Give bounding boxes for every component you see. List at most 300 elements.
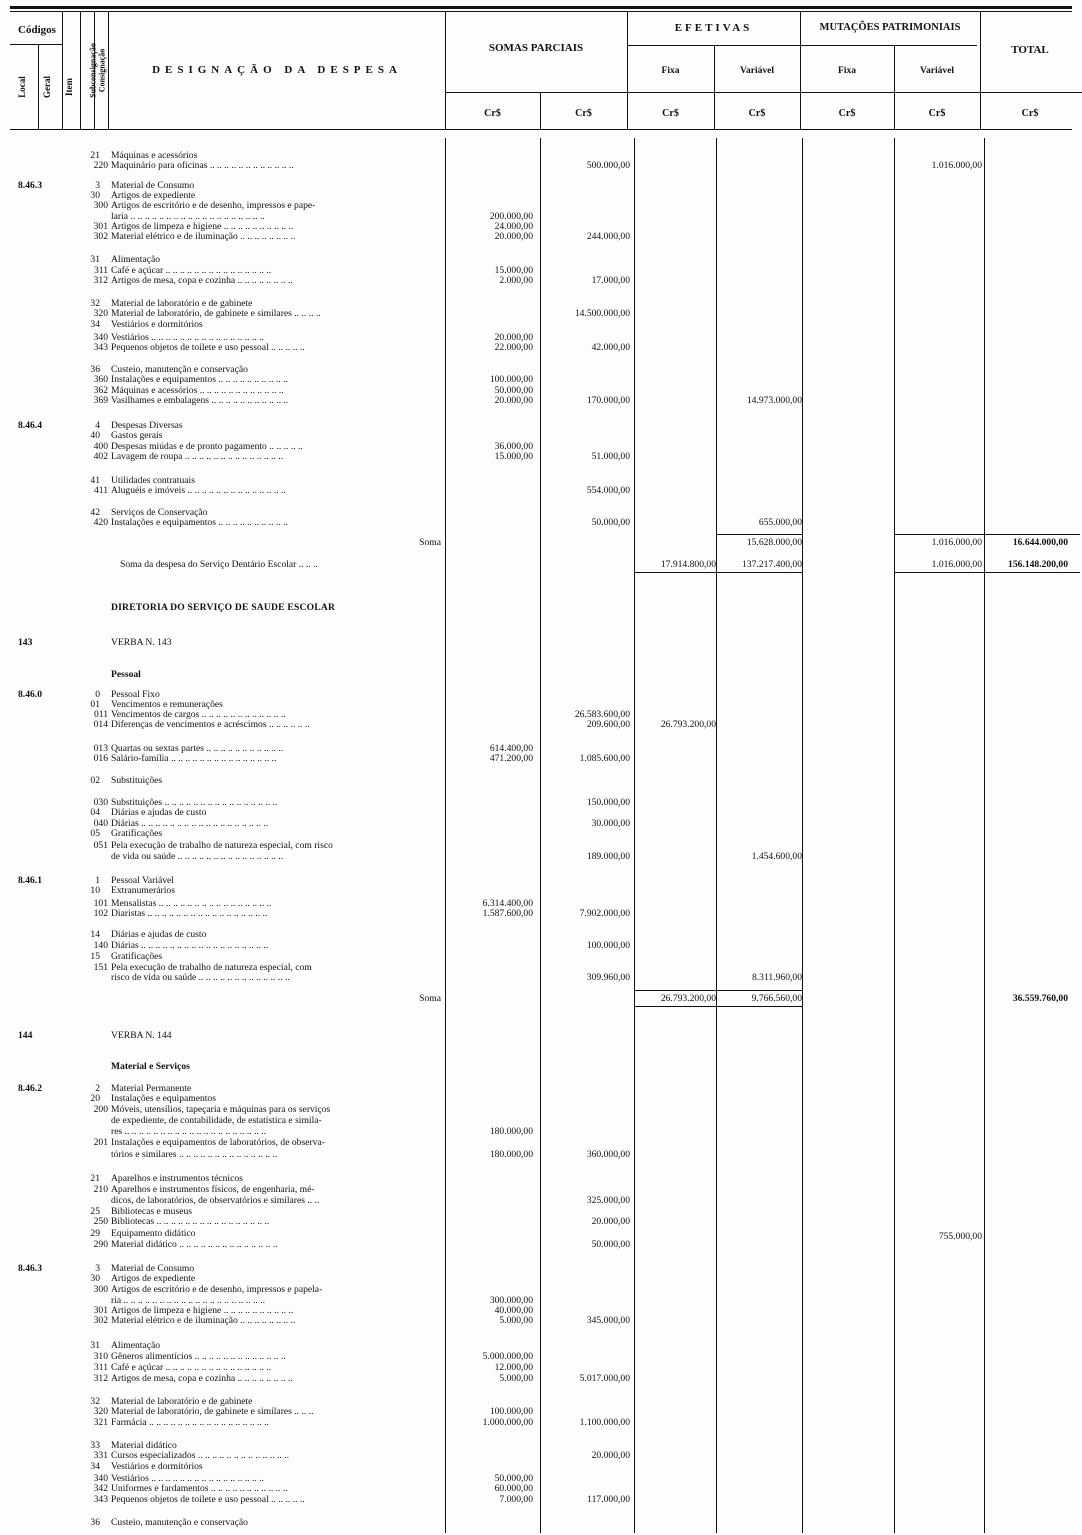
table-row: [0, 1174, 1082, 1184]
table-row: [0, 1062, 1082, 1072]
row-description: Pessoal: [111, 670, 141, 680]
subconsignacao-code: 343: [93, 342, 108, 353]
row-description: Material e Serviços: [111, 1062, 190, 1072]
efetiva-fixa: 26.793.200,00: [660, 993, 716, 1004]
row-description: Diárias e ajudas de custo: [111, 808, 207, 818]
currency-label: Cr$: [575, 108, 592, 119]
soma-parcial-2: 189.000,00: [586, 851, 630, 862]
soma-parcial-1: 12.000,00: [494, 1362, 533, 1373]
row-description: Material de laboratório, de gabinete e similares .. .. .. ..: [111, 309, 321, 319]
row-description: Artigos de expediente: [111, 191, 196, 201]
row-description: Material de laboratório e de gabinete: [111, 299, 253, 309]
row-description: Uniformes e fardamentos .. .. .. .. .. .. .. .. .. .. ..: [111, 1484, 288, 1494]
table-row: [0, 1341, 1082, 1351]
subconsignacao-code: 201: [93, 1137, 108, 1148]
subconsignacao-code: 420: [93, 517, 108, 528]
row-description: Instalações e equipamentos: [111, 1094, 216, 1104]
row-description: laria .. .. .. .. .. .. .. .. .. .. .. .. .. .. .. .. .. .. ..: [111, 212, 265, 222]
soma-rule: [894, 534, 1080, 535]
table-row: [0, 1418, 1082, 1428]
efetiva-variavel: 14.973.000,00: [746, 395, 802, 406]
table-row: [0, 320, 1082, 330]
table-row: [0, 151, 1082, 161]
item-label: Item: [64, 78, 74, 96]
row-description: Bibliotecas e museus: [111, 1207, 192, 1217]
top-rule-thin: [10, 11, 1072, 12]
soma-parcial-2: 50.000,00: [591, 1239, 630, 1250]
row-description: Diferenças de vencimentos e acréscimos .. .. .. .. .. ..: [111, 720, 310, 730]
local-code: 8.46.1: [18, 875, 42, 886]
currency-label: Cr$: [838, 108, 856, 119]
row-description: Pela execução de trabalho de natureza especial, com risco: [111, 841, 333, 851]
row-description: Artigos de escritório e de desenho, impressos e pape-: [111, 201, 316, 211]
row-description: Lavagem de roupa .. .. .. .. .. .. .. .. .. .. .. .. .. ..: [111, 452, 284, 462]
subconsignacao-code: 312: [93, 275, 108, 286]
table-row: [0, 212, 1082, 222]
local-code: 8.46.3: [18, 180, 42, 191]
table-row: [0, 333, 1082, 343]
table-row: [0, 1397, 1082, 1407]
table-row: [0, 1441, 1082, 1451]
table-row: [0, 375, 1082, 385]
row-description: Material de Consumo: [111, 1264, 195, 1274]
table-row: [0, 1374, 1082, 1384]
item-code: 31: [90, 1340, 100, 1351]
row-description: tórios e similares .. .. .. .. .. .. .. .. .. .. .. .. .. ..: [111, 1150, 278, 1160]
row-description: Vestiários .. .. .. .. .. .. .. .. .. .. .. .. .. .. .. ..: [111, 333, 264, 343]
row-description: Vasilhames e embalagens .. .. .. .. .. .. .. .. .. .. ..: [111, 396, 289, 406]
table-row: [0, 518, 1082, 528]
soma-parcial-2: 360.000,00: [586, 1149, 630, 1160]
item-code: 36: [90, 1517, 100, 1528]
table-row: [0, 299, 1082, 309]
item-code: 32: [90, 298, 100, 309]
soma-parcial-2: 309.960,00: [586, 972, 630, 983]
designacao-header: DESIGNAÇÃO DA DESPESA: [152, 64, 402, 76]
mutacao-variavel: 1.016.000,00: [931, 160, 982, 171]
col-line: [62, 11, 63, 130]
row-description: Instalações e equipamentos .. .. .. .. .. .. .. .. .. ..: [111, 375, 288, 385]
row-description: Móveis, utensílios, tapeçaria e máquinas para os serviços: [111, 1105, 331, 1115]
local-code: 8.46.3: [18, 1263, 42, 1274]
subconsignacao-code: 030: [93, 797, 108, 808]
row-description: Pessoal Fixo: [111, 690, 160, 700]
row-description: Artigos de expediente: [111, 1274, 196, 1284]
soma-parcial-1: 1.000.000,00: [482, 1417, 533, 1428]
subconsignacao-code: 362: [93, 385, 108, 396]
subconsignacao-code: 140: [93, 940, 108, 951]
item-code: 41: [90, 475, 100, 486]
total-value: 36.559.760,00: [1012, 993, 1068, 1004]
item-code: 3: [95, 1263, 100, 1274]
row-description: Gratificações: [111, 829, 163, 839]
table-row: [0, 776, 1082, 786]
table-row: [0, 1495, 1082, 1505]
table-row: [0, 1474, 1082, 1484]
soma-parcial-1: 6.314.400,00: [482, 898, 533, 909]
somas-rule: [445, 92, 627, 93]
subconsignacao-code: 210: [93, 1184, 108, 1195]
soma-parcial-1: 471.200,00: [489, 753, 533, 764]
local-code: 8.46.2: [18, 1083, 42, 1094]
row-description: Material elétrico e de iluminação .. .. .. .. .. .. .. ..: [111, 232, 296, 242]
row-description: Pessoal Variável: [111, 876, 174, 886]
header-bottom-rule: [10, 129, 1072, 130]
subconsignacao-code: 340: [93, 332, 108, 343]
soma-parcial-2: 170.000,00: [586, 395, 630, 406]
table-row: [0, 690, 1082, 700]
row-description: Serviços de Conservação: [111, 508, 208, 518]
soma-parcial-2: 50.000,00: [591, 517, 630, 528]
row-description: Máquinas e acessórios .. .. .. .. .. .. .. .. .. .. .. ..: [111, 386, 284, 396]
table-row: [0, 1316, 1082, 1326]
table-row: [0, 442, 1082, 452]
table-row: [0, 222, 1082, 232]
row-description: res .. .. .. .. .. .. .. .. .. .. .. .. .. .. .. .. .. .. .. ..: [111, 1127, 267, 1137]
table-row: [0, 232, 1082, 242]
table-row: [0, 603, 1082, 613]
subconsignacao-label: Subconsignação: [88, 43, 98, 98]
currency-label: Cr$: [484, 108, 501, 119]
mutacao-variavel: 755.000,00: [938, 1231, 982, 1242]
item-code: 01: [90, 699, 100, 710]
subconsignacao-code: 320: [93, 308, 108, 319]
item-code: 3: [95, 180, 100, 191]
geral-label: Geral: [42, 76, 52, 98]
row-description: Custeio, manutenção e conservação: [111, 365, 248, 375]
soma-parcial-1: 50.000,00: [494, 1473, 533, 1484]
soma-parcial-1: 5.000,00: [499, 1315, 533, 1326]
subconsignacao-code: 311: [93, 1362, 108, 1373]
row-description: Pela execução de trabalho de natureza especial, com: [111, 963, 312, 973]
row-description: Material didático: [111, 1441, 177, 1451]
soma-parcial-2: 51.000,00: [591, 451, 630, 462]
item-code: 30: [90, 190, 100, 201]
total-value: 16.644.000,00: [1012, 537, 1068, 548]
subconsignacao-code: 016: [93, 753, 108, 764]
row-description: Utilidades contratuais: [111, 476, 195, 486]
soma-parcial-2: 209.600,00: [586, 719, 630, 730]
table-row: [0, 1127, 1082, 1137]
item-code: 32: [90, 1396, 100, 1407]
table-row: [0, 1274, 1082, 1284]
row-description: Soma da despesa do Serviço Dentário Escolar .. .. ..: [120, 560, 318, 570]
efetiva-variavel: 9.766.560,00: [751, 993, 802, 1004]
row-description: Artigos de limpeza e higiene .. .. .. .. .. .. .. .. .. ..: [111, 1306, 294, 1316]
row-description: Extranumerários: [111, 886, 175, 896]
table-row: [0, 1451, 1082, 1461]
subconsignacao-code: 343: [93, 1494, 108, 1505]
row-description: de vida ou saúde .. .. .. .. .. .. .. .. .. .. .. .. .. .. ..: [111, 852, 284, 862]
soma-parcial-1: 2.000,00: [499, 275, 533, 286]
soma-parcial-2: 244.000,00: [586, 231, 630, 242]
row-description: dicos, de laboratórios, de observatórios e similares .. ..: [111, 1196, 320, 1206]
soma-parcial-1: 60.000,00: [494, 1483, 533, 1494]
soma-parcial-2: 20.000,00: [591, 1450, 630, 1461]
table-row: [0, 994, 1082, 1004]
table-row: [0, 476, 1082, 486]
soma-parcial-2: 30.000,00: [591, 818, 630, 829]
table-row: [0, 1296, 1082, 1306]
soma-parcial-1: 40.000,00: [494, 1305, 533, 1316]
table-row: [0, 700, 1082, 710]
row-description: Quartas ou sextas partes .. .. .. .. .. .. .. .. .. .. ..: [111, 744, 284, 754]
table-row: [0, 1185, 1082, 1195]
table-row: [0, 201, 1082, 211]
table-row: [0, 963, 1082, 973]
row-description: Diárias .. .. .. .. .. .. .. .. .. .. .. .. .. .. .. .. .. ..: [111, 819, 269, 829]
subconsignacao-code: 360: [93, 374, 108, 385]
soma-parcial-2: 100.000,00: [586, 940, 630, 951]
item-code: 02: [90, 775, 100, 786]
sub-rule: [627, 92, 1082, 93]
subconsignacao-code: 402: [93, 451, 108, 462]
row-description: Bibliotecas .. .. .. .. .. .. .. .. .. .. .. .. .. .. .. ..: [111, 1217, 270, 1227]
row-description: Custeio, manutenção e conservação: [111, 1518, 248, 1528]
table-row: [0, 1084, 1082, 1094]
subconsignacao-code: 301: [93, 221, 108, 232]
soma-parcial-1: 1.587.600,00: [482, 908, 533, 919]
soma-parcial-2: 345.000,00: [586, 1315, 630, 1326]
table-row: [0, 396, 1082, 406]
subconsignacao-code: 369: [93, 395, 108, 406]
row-description: Artigos de limpeza e higiene .. .. .. .. .. .. .. .. .. ..: [111, 222, 294, 232]
subconsignacao-code: 302: [93, 231, 108, 242]
soma-parcial-1: 614.400,00: [489, 743, 533, 754]
subconsignacao-code: 340: [93, 1473, 108, 1484]
col-line: [108, 11, 109, 130]
row-description: Vestiários .. .. .. .. .. .. .. .. .. .. .. .. .. .. .. ..: [111, 1474, 264, 1484]
soma-parcial-2: 14.500.000,00: [574, 308, 630, 319]
table-row: [0, 899, 1082, 909]
table-row: [0, 876, 1082, 886]
subconsignacao-code: 400: [93, 441, 108, 452]
row-description: risco de vida ou saúde .. .. .. .. .. .. .. .. .. .. .. .. ..: [111, 973, 290, 983]
soma-parcial-1: 20.000,00: [494, 395, 533, 406]
table-row: [0, 343, 1082, 353]
row-description: Gastos gerais: [111, 431, 163, 441]
subconsignacao-code: 312: [93, 1373, 108, 1384]
table-row: [0, 754, 1082, 764]
item-code: 21: [90, 1173, 100, 1184]
subconsignacao-code: 151: [93, 962, 108, 973]
efetiva-variavel: 8.311.960,00: [751, 972, 802, 983]
row-description: Diaristas .. .. .. .. .. .. .. .. .. .. .. .. .. .. .. .. ..: [111, 909, 268, 919]
row-description: VERBA N. 144: [111, 1031, 172, 1041]
row-description: Soma: [419, 538, 441, 548]
table-row: [0, 886, 1082, 896]
subconsignacao-code: 101: [93, 898, 108, 909]
efetiva-fixa: 26.793.200,00: [660, 719, 716, 730]
row-description: Despesas Diversas: [111, 421, 183, 431]
subconsignacao-code: 300: [93, 1284, 108, 1295]
row-description: Vencimentos de cargos .. .. .. .. .. .. .. .. .. .. .. ..: [111, 710, 286, 720]
table-row: [0, 1484, 1082, 1494]
subconsignacao-code: 013: [93, 743, 108, 754]
row-description: Vencimentos e remunerações: [111, 700, 223, 710]
table-row: [0, 1306, 1082, 1316]
row-description: DIRETORIA DO SERVIÇO DE SAÚDE ESCOLAR: [111, 603, 336, 613]
table-row: [0, 538, 1082, 548]
subconsignacao-code: 321: [93, 1417, 108, 1428]
efetiva-variavel: 655.000,00: [758, 517, 802, 528]
currency-label: Cr$: [662, 108, 679, 119]
item-code: 42: [90, 507, 100, 518]
soma-parcial-2: 5.017.000,00: [579, 1373, 630, 1384]
soma-parcial-2: 17.000,00: [591, 275, 630, 286]
item-code: 30: [90, 1273, 100, 1284]
subconsignacao-code: 331: [93, 1450, 108, 1461]
subconsignacao-code: 290: [93, 1239, 108, 1250]
soma-parcial-2: 554.000,00: [586, 485, 630, 496]
item-code: 36: [90, 364, 100, 375]
table-row: [0, 941, 1082, 951]
table-row: [0, 486, 1082, 496]
table-row: [0, 365, 1082, 375]
item-code: 20: [90, 1093, 100, 1104]
table-row: [0, 952, 1082, 962]
soma-parcial-2: 150.000,00: [586, 797, 630, 808]
row-description: Cursos especializados .. .. .. .. .. .. .. .. .. .. .. .. ..: [111, 1451, 289, 1461]
table-row: [0, 1264, 1082, 1274]
item-code: 33: [90, 1440, 100, 1451]
soma-parcial-1: 7.000,00: [499, 1494, 533, 1505]
row-description: Farmácia .. .. .. .. .. .. .. .. .. .. .. .. .. .. .. .. ..: [111, 1418, 270, 1428]
row-description: Pequenos objetos de toilete e uso pessoal .. .. .. .. ..: [111, 1495, 305, 1505]
table-row: [0, 720, 1082, 730]
table-row: [0, 852, 1082, 862]
table-row: [0, 1407, 1082, 1417]
row-description: Material de laboratório, de gabinete e similares .. .. ..: [111, 1407, 314, 1417]
item-code: 15: [90, 951, 100, 962]
soma-parcial-1: 5.000.000,00: [482, 1351, 533, 1362]
soma-parcial-1: 15.000,00: [494, 451, 533, 462]
table-row: [0, 1232, 1082, 1242]
table-row: [0, 1217, 1082, 1227]
table-row: [0, 670, 1082, 680]
row-description: Artigos de mesa, copa e cozinha .. .. .. .. .. .. .. ..: [111, 276, 293, 286]
table-row: [0, 1207, 1082, 1217]
soma-parcial-2: 1.100.000,00: [579, 1417, 630, 1428]
row-description: Salário-família .. .. .. .. .. .. .. .. .. .. .. .. .. .. ..: [111, 754, 277, 764]
item-code: 14: [90, 929, 100, 940]
row-description: Alimentação: [111, 255, 161, 265]
table-row: [0, 191, 1082, 201]
soma-parcial-2: 325.000,00: [586, 1195, 630, 1206]
subconsignacao-code: 051: [93, 840, 108, 851]
item-code: 0: [95, 689, 100, 700]
item-code: 21: [90, 150, 100, 161]
table-row: [0, 930, 1082, 940]
row-description: Mensalistas .. .. .. .. .. .. .. .. .. .. .. .. .. .. .. ..: [111, 899, 272, 909]
efetiva-fixa: 17.914.800,00: [660, 559, 716, 570]
table-row: [0, 276, 1082, 286]
table-row: [0, 909, 1082, 919]
table-row: [0, 309, 1082, 319]
table-row: [0, 1105, 1082, 1115]
item-code: 29: [90, 1228, 100, 1239]
table-row: [0, 266, 1082, 276]
table-row: [0, 1138, 1082, 1148]
table-row: [0, 798, 1082, 808]
subconsignacao-code: 250: [93, 1216, 108, 1227]
item-code: 34: [90, 1461, 100, 1472]
col-line: [80, 11, 81, 130]
subconsignacao-code: 200: [93, 1104, 108, 1115]
table-row: [0, 841, 1082, 851]
subconsignacao-code: 320: [93, 1406, 108, 1417]
row-description: Café e açúcar .. .. .. .. .. .. .. .. .. .. .. .. .. .. ..: [111, 1363, 272, 1373]
row-description: Café e açúcar .. .. .. .. .. .. .. .. .. .. .. .. .. .. ..: [111, 266, 272, 276]
soma-parcial-1: 20.000,00: [494, 332, 533, 343]
row-description: Máquinas e acessórios: [111, 151, 198, 161]
efetiva-variavel: 1.454.600,00: [751, 851, 802, 862]
table-row: [0, 744, 1082, 754]
item-code: 04: [90, 807, 100, 818]
row-description: Diárias e ajudas de custo: [111, 930, 207, 940]
subconsignacao-code: 310: [93, 1351, 108, 1362]
table-row: [0, 255, 1082, 265]
subconsignacao-code: 014: [93, 719, 108, 730]
soma-rule: [634, 572, 802, 573]
item-code: 2: [95, 1083, 100, 1094]
subconsignacao-code: 302: [93, 1315, 108, 1326]
table-row: [0, 1196, 1082, 1206]
table-row: [0, 1462, 1082, 1472]
table-row: [0, 1094, 1082, 1104]
item-code: 34: [90, 319, 100, 330]
row-description: Material Permanente: [111, 1084, 192, 1094]
soma-parcial-1: 180.000,00: [489, 1126, 533, 1137]
soma-rule: [634, 990, 802, 991]
table-row: [0, 421, 1082, 431]
soma-parcial-1: 300.000,00: [489, 1295, 533, 1306]
row-description: Instalações e equipamentos de laboratórios, de observa-: [111, 1138, 325, 1148]
subconsignacao-code: 311: [93, 265, 108, 276]
variavel-header: Variável: [740, 66, 774, 76]
local-label: Local: [17, 76, 27, 98]
fixa-header: Fixa: [661, 66, 680, 76]
currency-label: Cr$: [748, 108, 766, 119]
row-description: Vestiários e dormitórios: [111, 1462, 203, 1472]
soma-parcial-2: 500.000,00: [586, 160, 630, 171]
soma-parcial-2: 117.000,00: [587, 1494, 630, 1505]
subconsignacao-code: 300: [93, 200, 108, 211]
row-description: Aluguéis e imóveis .. .. .. .. .. .. .. .. .. .. .. .. .. ..: [111, 486, 286, 496]
table-row: [0, 1031, 1082, 1041]
soma-parcial-1: 20.000,00: [494, 231, 533, 242]
efetiva-variavel: 15.628.000,00: [746, 537, 802, 548]
item-code: 31: [90, 254, 100, 265]
table-row: [0, 386, 1082, 396]
table-row: [0, 1352, 1082, 1362]
row-description: Pequenos objetos de toilete e uso pessoal .. .. .. .. ..: [111, 343, 305, 353]
row-description: Material de Consumo: [111, 181, 195, 191]
row-description: Material de laboratório e de gabinete: [111, 1397, 253, 1407]
table-row: [0, 452, 1082, 462]
soma-parcial-1: 5.000,00: [499, 1373, 533, 1384]
variavel-m-header: Variável: [920, 66, 954, 76]
table-row: [0, 1285, 1082, 1295]
subconsignacao-code: 411: [93, 485, 108, 496]
mutacao-variavel: 1.016.000,00: [931, 537, 982, 548]
consignacao-label: Consignação: [97, 48, 107, 93]
subconsignacao-code: 011: [93, 709, 108, 720]
row-description: VERBA N. 143: [111, 638, 172, 648]
local-code: 8.46.4: [18, 420, 42, 431]
item-code: 10: [90, 885, 100, 896]
row-description: Aparelhos e instrumentos técnicos: [111, 1174, 243, 1184]
